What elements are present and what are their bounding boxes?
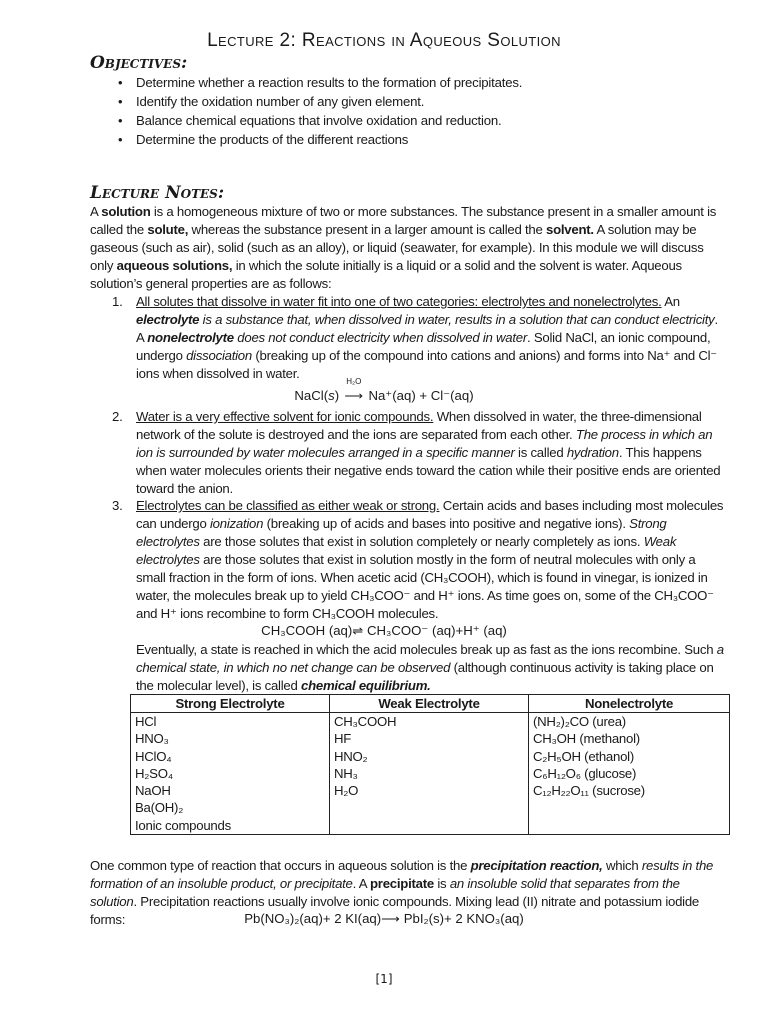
list-item: CH₃OH (methanol) xyxy=(533,731,640,747)
column-header: Strong Electrolyte xyxy=(131,695,330,713)
list-item: HCl xyxy=(135,714,157,729)
strong-electrolyte-cell xyxy=(131,713,330,835)
list-item: HNO₃ xyxy=(135,731,169,747)
list-number: 1. xyxy=(112,294,123,309)
list-item: C₂H₅OH (ethanol) xyxy=(533,748,634,764)
objective-item: • Balance chemical equations that involve oxidation and reduction. xyxy=(118,111,522,130)
table-row xyxy=(131,713,730,835)
list-item: Ba(OH)₂ xyxy=(135,800,184,816)
list-item: Ionic compounds xyxy=(135,817,231,833)
electrolyte-table xyxy=(130,694,730,835)
list-number: 3. xyxy=(112,498,123,513)
equilibrium-paragraph: Eventually, a state is reached in which the acid molecules break up as fast as the ions recombine. Such a chemical state, in which no net change can be observed (although continuous activity is taking place on the molecular level), is called chemical equilibrium. xyxy=(136,642,724,693)
list-item-electrolytes: All solutes that dissolve in water fit into one of two categories: electrolytes and nonelectrolytes. An electrolyte is a substance that, when dissolved in water, results in a solution that can conduct electricity. A nonelectrolyte does not conduct electricity when dissolved in water. Solid NaCl, an ionic compound, undergo dissociation (breaking up of the compound into cations and anions) and forms into Na⁺ and Cl⁻ ions when dissolved in water. xyxy=(136,294,718,381)
list-item: C₁₂H₂₂O₁₁ (sucrose) xyxy=(533,783,645,799)
list-item: NH₃ xyxy=(334,765,358,781)
page-title: Lecture 2: Reactions in Aqueous Solution xyxy=(207,30,561,51)
list-item-water-solvent: Water is a very effective solvent for ionic compounds. When dissolved in water, the three-dimensional network of the solute is destroyed and the ions are separated from each other. The process in which an ion is surrounded by water molecules arranged in a specific manner is called hydration. This happens when water molecules orients their negative ends toward the cation while their positive ends are oriented toward the anion. xyxy=(136,409,721,496)
list-item: H₂O xyxy=(334,783,359,799)
objective-item: • Determine the products of the different reactions xyxy=(118,130,522,149)
list-item-weak-strong: Electrolytes can be classified as either weak or strong. Certain acids and bases including most molecules can undergo ionization (breaking up of acids and bases into positive and negative ions). Strong electrolytes are those solutes that exist in solution completely or nearly completely as ions. Weak electrolytes are those solutes that exist in solution mostly in the form of neutral molecules with only a small fraction in the form of ions. When acetic acid (CH₃COOH), which is found in vinegar, is ionized in water, the molecules break up to yield CH₃COO⁻ and H⁺ ions. As time goes on, some of the CH₃COO⁻ and H⁺ ions recombine to form CH₃COOH molecules. xyxy=(136,498,724,621)
column-header: Weak Electrolyte xyxy=(330,695,529,713)
equation-precipitation: Pb(NO₃)₂(aq)+ 2 KI(aq)⟶ PbI₂(s)+ 2 KNO₃(aq) xyxy=(244,911,524,926)
equation-acetic-acid-equilibrium: CH₃COOH (aq)⇌ CH₃COO⁻ (aq)+H⁺ (aq) xyxy=(261,623,507,638)
precipitation-paragraph: One common type of reaction that occurs in aqueous solution is the precipitation reaction, which results in the formation of an insoluble product, or precipitate. A precipitate is an insoluble solid that separates from the solution. Precipitation reactions usually involve ionic compounds. Mixing lead (II) nitrate and potassium iodide forms: xyxy=(90,858,714,927)
list-item: H₂SO₄ xyxy=(135,765,173,781)
objective-item: • Determine whether a reaction results to the formation of precipitates. xyxy=(118,73,522,92)
page-number: [1] xyxy=(375,972,393,986)
list-item: HF xyxy=(334,731,352,747)
list-item: (NH₂)₂CO (urea) xyxy=(533,714,626,729)
column-header: Nonelectrolyte xyxy=(529,695,730,713)
equation-nacl-dissociation: NaCl(s) H₂O ⟶ Na⁺(aq) + Cl⁻(aq) xyxy=(294,377,474,403)
list-item: HClO₄ xyxy=(135,748,172,764)
intro-paragraph: A solution is a homogeneous mixture of two or more substances. The substance present in a smaller amount is called the solute, whereas the substance present in a larger amount is called the solvent. A solution may be gaseous (such as air), solid (such as an alloy), or liquid (seawater, for example). In this module we will discuss only aqueous solutions, in which the solute initially is a liquid or a solid and the solvent is water. Aqueous solution’s general properties are as follows: xyxy=(90,204,717,291)
list-number: 2. xyxy=(112,409,123,424)
table-header-row xyxy=(131,695,730,713)
weak-electrolyte-cell xyxy=(330,713,529,835)
list-item: HNO₂ xyxy=(334,748,368,764)
objectives-heading: Objectives: xyxy=(90,53,188,73)
nonelectrolyte-cell xyxy=(529,713,730,835)
objectives-list xyxy=(118,73,522,149)
list-item: C₆H₁₂O₆ (glucose) xyxy=(533,765,637,781)
list-item: NaOH xyxy=(135,783,171,799)
list-item: CH₃COOH xyxy=(334,714,397,729)
objective-item: • Identify the oxidation number of any given element. xyxy=(118,92,522,111)
lecture-notes-heading: Lecture Notes: xyxy=(90,183,225,203)
